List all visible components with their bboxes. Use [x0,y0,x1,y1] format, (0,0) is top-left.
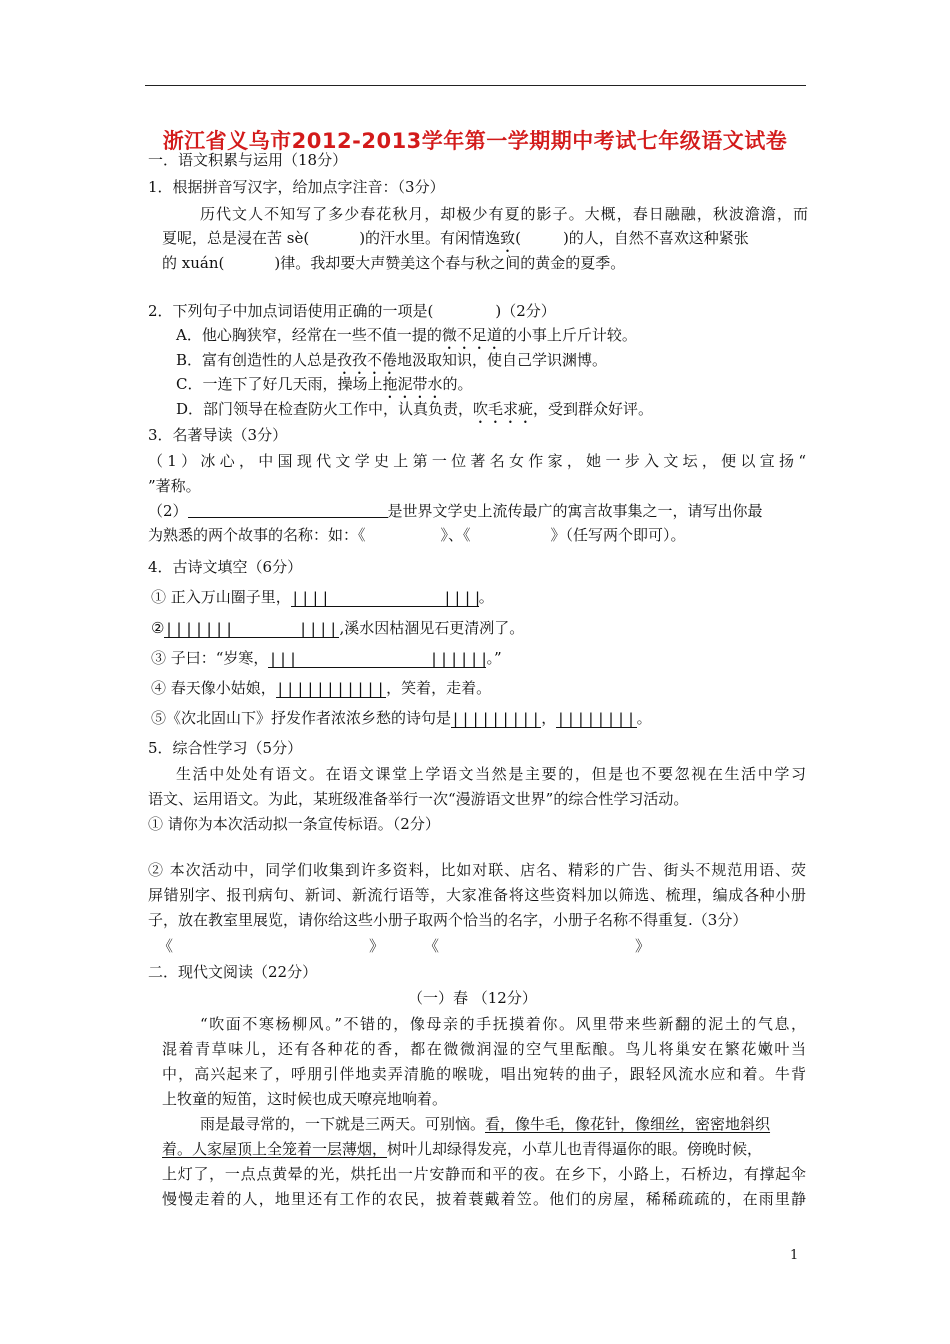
q2-stem-b: )（2分） [495,302,556,320]
q2-option-a [176,325,637,353]
section-2-heading: 二．现代文阅读（22分） [148,963,318,981]
q3-part-2-sep: 》、《 [440,526,471,544]
q5-stem: 5．综合性学习（5分） [148,739,303,757]
passage-p2-line-1 [200,1114,770,1134]
q4-item-5-comma: ， [541,709,557,727]
underlined-sentence-end: 着。人家屋顶上全笼着一层薄烟， [162,1140,388,1158]
q1-stem: 1．根据拼音写汉字，给加点字注音：（3分） [148,178,445,196]
answer-line-3[interactable] [268,650,490,668]
q4-item-2-num: ② [151,619,165,637]
q1-line-2-c: ( [515,229,521,247]
q2-option-d [176,399,653,427]
q2-option-c [176,374,473,402]
exam-title: 浙江省义乌市2012-2013学年第一学期期中考试七年级语文试卷 [162,129,788,153]
q5-line-2: 语文、运用语文。为此，某班级准备举行一次“漫游语文世界”的综合性学习活动。 [148,790,689,808]
q4-item-1-text: ① 正入万山圈子里， [151,588,291,606]
option-b-dotted: 孜孜不倦 [337,351,398,369]
q4-item-3-end: 。” [486,649,502,667]
tick-marks: |||| [290,589,331,607]
q3-stem: 3．名著导读（3分） [148,426,288,444]
tick-marks: ||| [268,650,299,668]
answer-line-2[interactable] [164,622,339,638]
q1-line-2-d: )的人，自然不喜欢这种紧张 [562,229,749,247]
q4-item-3-text: ③ 子曰：“岁寒， [151,649,269,667]
booklet-name-1-close: 》 [369,937,385,955]
passage-p2-line-4: 慢慢走着的人，地里还有工作的农民，披着蓑戴着笠。他们的房屋，稀稀疏疏的，在雨里静 [162,1190,806,1208]
passage-p1-line-1: “吹面不寒杨柳风。”不错的，像母亲的手抚摸着你。风里带来些新翻的泥土的气息， [200,1015,806,1033]
tick-marks: |||||| [429,650,490,668]
passage-p1-line-3: 中，高兴起来了，呼朋引伴地卖弄清脆的喉咙，唱出宛转的曲子，跟轻风流水应和着。牛背 [162,1065,806,1083]
q2-stem [148,301,556,321]
q3-part-1-end: ”著称。 [148,477,201,495]
passage-text: 雨是最寻常的，一下就是三两天。可别恼。 [200,1115,486,1133]
option-a-dotted: 微不足道 [441,326,502,344]
tick-marks: ||||||| [164,620,235,638]
underlined-sentence: 看，像牛毛，像花针，像细丝，密密地斜织 [485,1115,771,1133]
option-d-dotted: 吹毛求疵 [473,400,534,418]
q4-item-2 [151,618,524,638]
q3-part-2 [148,501,763,521]
booklet-name-2-close: 》 [635,937,651,955]
tick-marks: |||| [442,589,484,607]
page-number: 1 [790,1248,799,1263]
answer-blank-fables[interactable] [188,502,388,518]
answer-line-1[interactable] [290,589,484,607]
option-a-text: A．他心胸狭窄，经常在一些不值一提的 [176,326,442,344]
q1-line-3 [162,253,625,273]
q5-line-4: ② 本次活动中，同学们收集到许多资料，比如对联、店名、精彩的广告、街头不规范用语、荧 [148,861,806,879]
passage-title: （一）春 （12分） [408,989,537,1007]
header-rule [145,85,806,86]
q4-item-5-text: ⑤《次北固山下》抒发作者浓浓乡愁的诗句是 [151,709,452,727]
tick-marks: |||| [298,620,339,638]
option-c-dotted: 拖泥带水 [382,375,443,393]
dotted-char-zhi: 致 [500,229,516,247]
answer-line-5a[interactable]: ||||||||| [451,710,542,728]
q1-line-3-a: 的 xuán( [162,254,225,272]
q4-item-5 [151,708,652,728]
passage-p2-line-3: 上灯了，一点点黄晕的光，烘托出一片安静而和平的夜。在乡下，小路上，石桥边，有撑起伞 [162,1165,806,1183]
passage-p1-line-2: 混着青草味儿，还有各种花的香，都在微微润湿的空气里酝酿。鸟儿将巢安在繁花嫩叶当 [162,1040,806,1058]
option-b-text-end: 地汲取知识，使自己学识渊博。 [397,351,608,369]
q1-line-3-b: )律。我却要大声赞美这个春与秋之间的黄金的夏季。 [274,254,626,272]
q1-line-2-b: )的汗水里。有闲情逸 [359,229,501,247]
q3-part-2-prompt: 为熟悉的两个故事的名称：如：《 [148,526,366,544]
answer-line-5b[interactable]: |||||||| [556,710,637,728]
q4-item-4-end: ，笑着，走着。 [386,679,492,697]
passage-p2-line-2 [162,1139,762,1159]
option-c-text: C．一连下了好几天雨，操场上 [176,375,383,393]
passage-p1-line-4: 上牧童的短笛，这时候也成天嘹亮地响着。 [162,1090,448,1108]
q5-line-1: 生活中处处有语文。在语文课堂上学语文当然是主要的，但是也不要忽视在生活中学习 [176,765,806,783]
option-d-text-end: ，受到群众好评。 [533,400,654,418]
option-d-text: D．部门领导在检查防火工作中，认真负责， [176,400,474,418]
q3-part-1: （1）冰心，中国现代文学史上第一位著名女作家，她一步入文坛，便以宣扬“ [148,452,806,470]
option-c-text-end: 的。 [442,375,473,393]
q4-item-1 [151,587,494,607]
q1-line-2 [162,228,749,256]
section-1-heading: 一．语文积累与运用（18分） [148,151,348,169]
q4-item-1-end: 。 [478,588,494,606]
q5-line-3: ① 请你为本次活动拟一条宣传标语。（2分） [148,815,440,833]
q5-line-7 [158,936,650,956]
option-b-text: B．富有创造性的人总是 [176,351,338,369]
q1-line-1: 历代文人不知写了多少春花秋月，却极少有夏的影子。大概，春日融融，秋波澹澹，而 [200,205,808,223]
answer-line-4[interactable]: ||||||||||| [275,680,387,698]
booklet-name-1-open: 《 [158,937,174,955]
q3-part-2-line-2 [148,525,686,545]
q5-line-6: 子，放在教室里展览，请你给这些小册子取两个恰当的名字，小册子名称不得重复.（3分） [148,911,748,929]
q4-item-4-text: ④ 春天像小姑娘， [151,679,276,697]
q5-line-5: 屏错别字、报刊病句、新词、新流行语等，大家准备将这些资料加以筛选、梳理，编成各种小册 [148,886,806,904]
q2-stem-a: 2．下列句子中加点词语使用正确的一项是( [148,302,434,320]
booklet-name-2-open: 《 [424,937,440,955]
q3-part-2-label: （2） [148,502,188,520]
passage-text: 树叶儿却绿得发亮，小草儿也青得逼你的眼。傍晚时候， [387,1140,763,1158]
q1-line-2-a: 夏呢，总是浸在苦 sè( [162,229,310,247]
q4-item-5-end: 。 [636,709,652,727]
option-a-text-end: 的小事上斤斤计较。 [501,326,637,344]
q4-item-3 [151,648,502,668]
q4-item-4 [151,678,491,698]
q4-stem: 4．古诗文填空（6分） [148,558,303,576]
q3-part-2-end: 》（任写两个即可）。 [550,526,686,544]
q4-item-2-text: ,溪水因枯涸见石更清冽了。 [339,619,525,637]
q3-part-2-text: 是世界文学史上流传最广的寓言故事集之一，请写出你最 [387,502,763,520]
